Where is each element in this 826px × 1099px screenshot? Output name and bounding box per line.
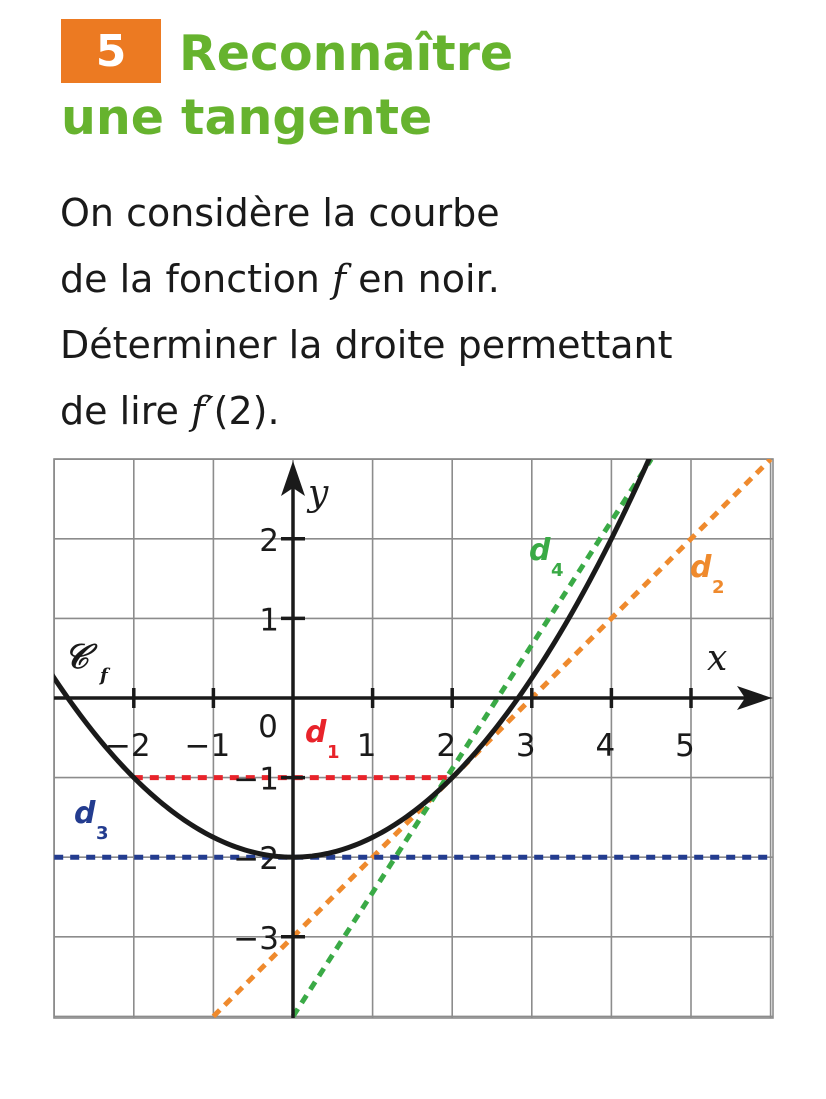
series-subscript-d3: 3 [96, 823, 109, 844]
statement-line-4-end: (2). [213, 389, 280, 433]
series-label-d3: d [74, 796, 96, 831]
lines-layer [50, 436, 770, 1016]
y-tick-label: −1 [233, 761, 279, 798]
statement-line-1: On considère la courbe [60, 191, 500, 235]
series-subscript-d1: 1 [327, 742, 340, 763]
statement-line-2-end: en noir. [346, 257, 500, 301]
x-tick-label: 4 [595, 728, 616, 764]
statement-line-3: Déterminer la droite permettant [60, 323, 673, 367]
x-tick-label: 2 [436, 728, 457, 764]
series-label-d1: d [305, 715, 327, 750]
exercise-title-line1: Reconnaître [179, 25, 514, 82]
x-tick-label: 1 [356, 728, 377, 764]
series-label-d2: d [690, 550, 712, 585]
origin-label: 0 [258, 709, 278, 745]
y-tick-label: −3 [233, 920, 279, 957]
x-axis-label: x [707, 638, 728, 679]
x-tick-label: 5 [675, 728, 695, 764]
curve-name-label: 𝒞 [64, 637, 89, 677]
grid [54, 459, 773, 1018]
function-curve [50, 436, 659, 857]
x-tick-label: 3 [515, 728, 536, 764]
x-tick-label: −2 [104, 728, 151, 764]
exercise-number: 5 [95, 25, 127, 77]
function-name: f [331, 257, 347, 301]
y-axis-label: y [308, 473, 329, 514]
y-tick-label: 1 [259, 602, 279, 639]
statement-line-4-start: de lire [60, 389, 191, 433]
series-subscript-d4: 4 [551, 560, 564, 581]
x-tick-label: −1 [184, 728, 231, 764]
grid-border [54, 459, 773, 1018]
labels-layer [64, 473, 727, 957]
axes [54, 461, 772, 1018]
statement-line-2-start: de la fonction [60, 257, 332, 301]
series-subscript-d2: 2 [712, 577, 725, 598]
derivative-expression: f′ [190, 389, 214, 433]
curve-name-subscript: f [100, 665, 108, 686]
series-label-d4: d [529, 533, 551, 568]
exercise-title-line2: une tangente [61, 89, 433, 146]
y-tick-label: 2 [259, 522, 279, 559]
y-tick-label: −2 [233, 841, 279, 878]
